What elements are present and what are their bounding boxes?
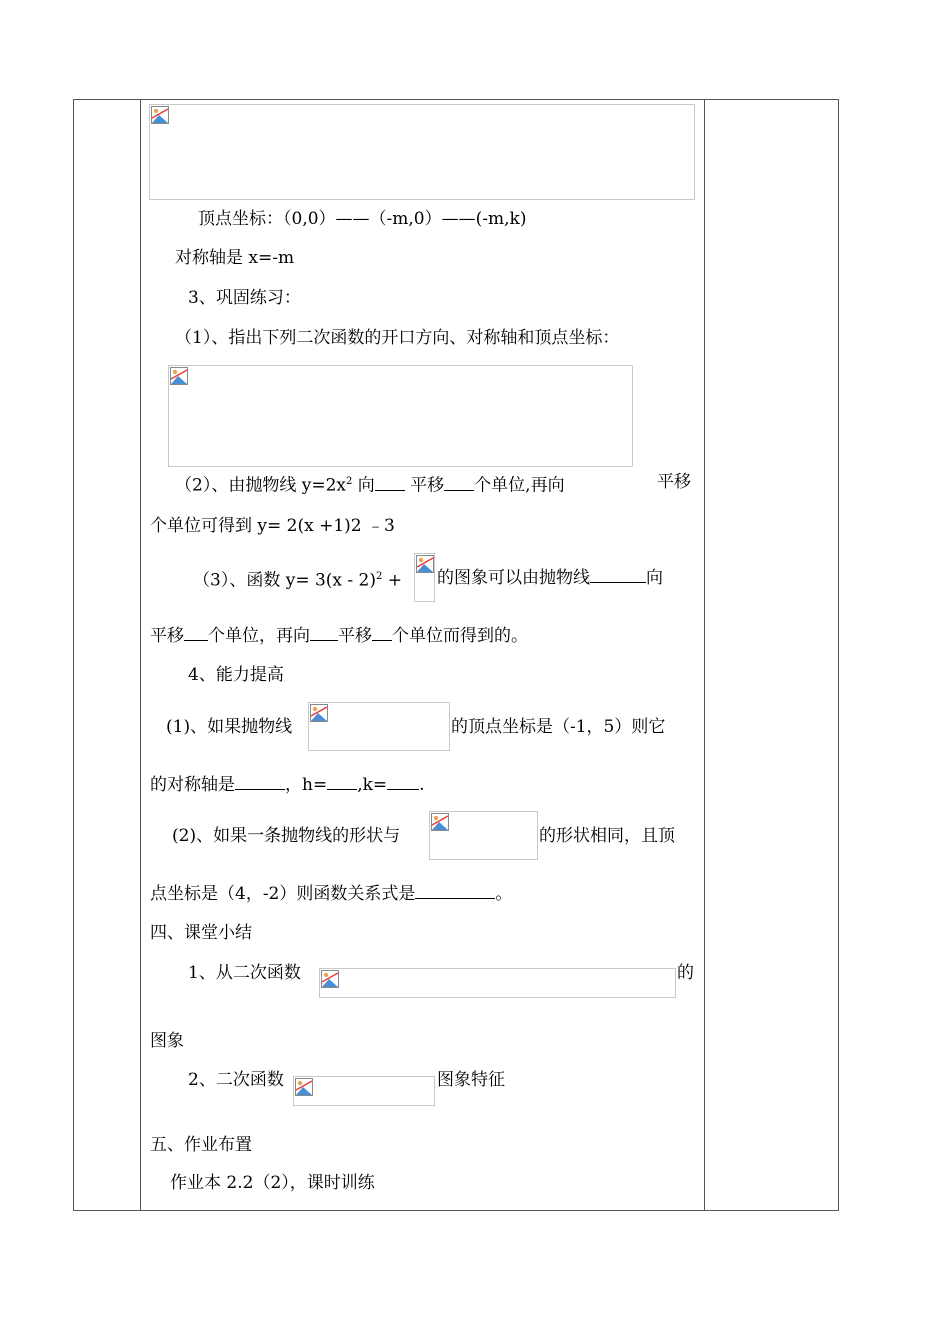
problem-1-text-b: 的顶点坐标是（-1，5）则它 <box>451 717 666 737</box>
summary-2-text-b: 图象特征 <box>437 1070 505 1090</box>
q3-text-a: （3）、函数 y= 3(x - 2) <box>193 570 377 591</box>
p1-text-e: ,k= <box>357 775 388 795</box>
problem-2-line2 <box>150 882 512 905</box>
formula-image-2 <box>168 365 633 467</box>
formula-image-6 <box>319 968 676 998</box>
formula-image-3 <box>414 553 435 602</box>
q2-exponent: 2 <box>345 476 353 487</box>
broken-image-icon <box>170 367 188 385</box>
q2-text-c: 平移 <box>404 475 445 496</box>
q2-text-a: （2）、由抛物线 y=2x <box>175 475 346 496</box>
q2-text-b: 向 <box>352 475 375 496</box>
q3-blank-2[interactable] <box>184 624 208 641</box>
q3-text-e: 平移 <box>150 626 184 646</box>
problem-1-text-a: (1)、如果抛物线 <box>166 717 293 737</box>
summary-2-text-a: 2、二次函数 <box>188 1070 284 1090</box>
question-2-line2: 个单位可得到 y= 2(x +1)2 ﹣3 <box>150 516 395 536</box>
problem-1-line2 <box>150 773 425 796</box>
q2-blank-2[interactable] <box>444 474 474 491</box>
formula-image-4 <box>308 702 450 751</box>
broken-image-icon <box>431 813 449 831</box>
q2-text-d: 个单位,再向 <box>474 475 565 496</box>
section-five-heading: 五、作业布置 <box>150 1135 252 1155</box>
broken-image-icon <box>321 970 339 988</box>
question-3-line2 <box>150 624 528 647</box>
p2-text-d: 。 <box>495 884 513 904</box>
question-3-line1-a <box>193 566 402 592</box>
p1-blank-1[interactable] <box>235 773 285 790</box>
q3-text-c: 的图象可以由抛物线 <box>437 568 590 588</box>
column-divider-left <box>140 100 141 1210</box>
q3-text-b: + <box>382 570 403 591</box>
q2-text-e: 平移 <box>657 472 691 492</box>
question-3-line1-b <box>437 566 663 589</box>
p2-blank-1[interactable] <box>415 882 495 899</box>
broken-image-icon <box>310 704 328 722</box>
question-1: （1）、指出下列二次函数的开口方向、对称轴和顶点坐标： <box>175 328 620 348</box>
q3-blank-1[interactable] <box>590 566 646 583</box>
homework-text: 作业本 2.2（2），课时训练 <box>170 1173 375 1193</box>
q3-text-d: 向 <box>646 568 663 588</box>
column-divider-right <box>704 100 705 1210</box>
formula-image-7 <box>293 1076 435 1106</box>
p1-text-c: 的对称轴是 <box>150 775 235 795</box>
problem-2-text-a: (2)、如果一条抛物线的形状与 <box>172 826 401 846</box>
formula-image-1 <box>149 104 695 200</box>
q3-text-f: 个单位，再向 <box>208 626 310 646</box>
q3-exponent: 2 <box>376 571 383 582</box>
q3-text-g: 平移 <box>338 626 372 646</box>
broken-image-icon <box>416 555 434 573</box>
summary-1-text-b: 的 <box>677 963 694 983</box>
problem-2-text-b: 的形状相同，且顶 <box>539 826 675 846</box>
q3-blank-3[interactable] <box>310 624 338 641</box>
q2-blank-1[interactable] <box>375 474 405 491</box>
q3-blank-4[interactable] <box>372 624 392 641</box>
vertex-coordinates-text: 顶点坐标：（0,0）——（-m,0）——(-m,k) <box>198 209 527 229</box>
p1-blank-2[interactable] <box>327 773 357 790</box>
summary-1-text-a: 1、从二次函数 <box>188 963 301 983</box>
section3-heading: 3、巩固练习： <box>188 288 301 308</box>
broken-image-icon <box>151 106 169 124</box>
section4-heading: 4、能力提高 <box>188 665 284 685</box>
q3-text-h: 个单位而得到的。 <box>392 626 528 646</box>
question-2-line1 <box>175 471 565 497</box>
summary-1-line2: 图象 <box>150 1031 184 1051</box>
p1-text-d: ，h= <box>285 775 328 795</box>
section-four-heading: 四、课堂小结 <box>150 923 252 943</box>
p2-text-c: 点坐标是（4，-2）则函数关系式是 <box>150 884 416 904</box>
p1-blank-3[interactable] <box>387 773 419 790</box>
formula-image-5 <box>429 811 538 860</box>
axis-text: 对称轴是 x=-m <box>175 248 295 268</box>
p1-text-f: . <box>419 775 425 795</box>
broken-image-icon <box>295 1078 313 1096</box>
